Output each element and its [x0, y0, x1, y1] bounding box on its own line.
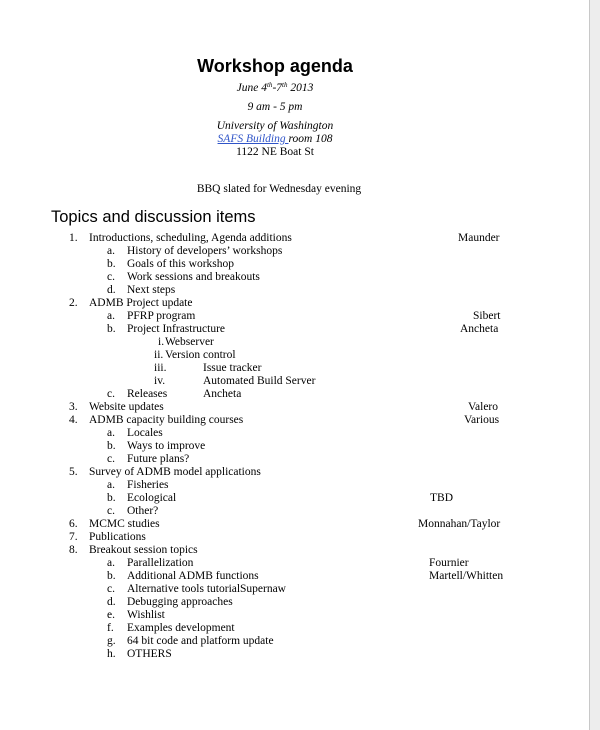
- list-item-presenter: Sibert: [473, 310, 501, 322]
- list-item-marker: 2.: [69, 297, 78, 309]
- list-item-text: Project Infrastructure: [127, 323, 226, 335]
- list-item-marker: e.: [107, 609, 115, 621]
- list-item-marker: ii.: [154, 349, 164, 361]
- list-item-text: Releases: [127, 388, 168, 400]
- list-item-marker: 4.: [69, 414, 78, 426]
- list-item-text: History of developers’ workshops: [127, 245, 283, 257]
- safs-building-link[interactable]: SAFS Building: [217, 133, 289, 145]
- list-item-text: OTHERS: [127, 648, 172, 660]
- scrollbar[interactable]: [590, 0, 600, 730]
- list-item-marker: a.: [107, 310, 115, 322]
- bbq-note: BBQ slated for Wednesday evening: [196, 183, 362, 195]
- list-item-marker: 3.: [69, 401, 78, 413]
- list-item-marker: 1.: [69, 232, 78, 244]
- list-item-marker: 8.: [69, 544, 78, 556]
- list-item-text: Introductions, scheduling, Agenda additions: [89, 232, 292, 244]
- list-item-text: Work sessions and breakouts: [127, 271, 260, 283]
- list-item-text: Publications: [89, 531, 146, 543]
- list-item-text: Survey of ADMB model applications: [89, 466, 261, 478]
- list-item-marker: a.: [107, 479, 115, 491]
- list-item-text: Other?: [127, 505, 159, 517]
- list-item-marker: h.: [107, 648, 116, 660]
- list-item-presenter: Maunder: [458, 232, 500, 244]
- list-item-marker: d.: [107, 596, 116, 608]
- list-item-presenter: Martell/Whitten: [429, 570, 504, 582]
- list-item-text: ADMB capacity building courses: [89, 414, 244, 426]
- list-item-marker: g.: [107, 635, 116, 647]
- list-item-presenter: Ancheta: [460, 323, 499, 335]
- list-item-presenter: TBD: [430, 492, 453, 504]
- list-item-marker: b.: [107, 323, 116, 335]
- list-item-text: Debugging approaches: [127, 596, 233, 608]
- list-item-text: ADMB Project update: [89, 297, 193, 309]
- list-item-presenter: Various: [464, 414, 500, 426]
- list-item-text: Fisheries: [127, 479, 169, 491]
- list-item-presenter: Supernaw: [240, 583, 286, 595]
- list-item-text: 64 bit code and platform update: [127, 635, 274, 647]
- list-item-text: Future plans?: [127, 453, 190, 465]
- list-item-marker: d.: [107, 284, 116, 296]
- list-item-text: Version control: [165, 349, 236, 361]
- list-item-marker: 6.: [69, 518, 78, 530]
- list-item-text: Additional ADMB functions: [127, 570, 259, 582]
- list-item-presenter: Monnahan/Taylor: [418, 518, 501, 530]
- workshop-time: 9 am - 5 pm: [247, 101, 303, 113]
- list-item-marker: a.: [107, 427, 115, 439]
- list-item-marker: f.: [107, 622, 114, 634]
- list-item-marker: i.: [158, 336, 165, 348]
- list-item-text: Issue tracker: [203, 362, 262, 374]
- venue-university: University of Washington: [216, 120, 334, 132]
- list-item-marker: b.: [107, 440, 116, 452]
- list-item-marker: c.: [107, 388, 115, 400]
- list-item-text: Ways to improve: [127, 440, 206, 452]
- document-title: Workshop agenda: [197, 56, 353, 76]
- list-item-marker: 5.: [69, 466, 78, 478]
- list-item-text: Website updates: [89, 401, 164, 413]
- list-item-text: PFRP program: [127, 310, 196, 322]
- list-item-text: Webserver: [165, 336, 214, 348]
- list-item-marker: iv.: [154, 375, 166, 387]
- venue-building: [75, 133, 475, 146]
- list-item-text: Automated Build Server: [203, 375, 316, 387]
- section-heading: Topics and discussion items: [51, 208, 256, 226]
- list-item-text: Alternative tools tutorial: [127, 583, 241, 595]
- list-item-marker: b.: [107, 570, 116, 582]
- venue-address: 1122 NE Boat St: [236, 146, 314, 158]
- list-item-text: Next steps: [127, 284, 176, 296]
- list-item-marker: c.: [107, 271, 115, 283]
- list-item-text: Wishlist: [127, 609, 165, 621]
- list-item-text: MCMC studies: [89, 518, 160, 530]
- list-item-marker: 7.: [69, 531, 78, 543]
- list-item-presenter: Valero: [468, 401, 499, 413]
- list-item-marker: a.: [107, 245, 115, 257]
- list-item-text: Goals of this workshop: [127, 258, 235, 270]
- list-item-marker: c.: [107, 505, 115, 517]
- list-item-marker: iii.: [154, 362, 167, 374]
- venue-room: room 108: [288, 133, 333, 145]
- list-item-marker: b.: [107, 492, 116, 504]
- list-item-presenter: Fournier: [429, 557, 469, 569]
- list-item-text: Breakout session topics: [89, 544, 198, 556]
- list-item-presenter: Ancheta: [203, 388, 242, 400]
- list-item-marker: c.: [107, 583, 115, 595]
- list-item-text: Ecological: [127, 492, 177, 504]
- workshop-dates: June 4th-7th 2013: [236, 81, 314, 94]
- list-item-text: Locales: [127, 427, 163, 439]
- list-item-text: Parallelization: [127, 557, 194, 569]
- list-item-text: Examples development: [127, 622, 235, 634]
- list-item-marker: a.: [107, 557, 115, 569]
- list-item-marker: c.: [107, 453, 115, 465]
- list-item-marker: b.: [107, 258, 116, 270]
